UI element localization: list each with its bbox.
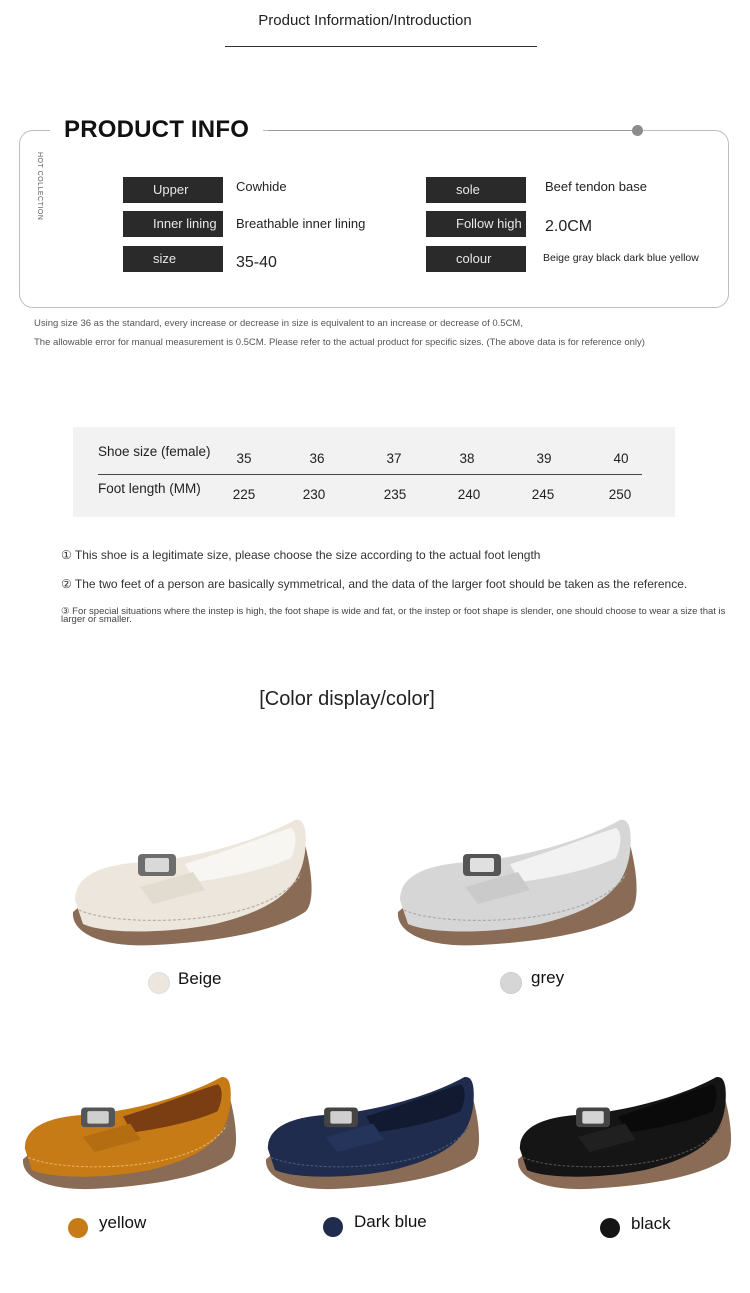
size-cell: 37 bbox=[386, 451, 402, 466]
spec-label-inner-lining: Inner lining bbox=[123, 211, 223, 237]
color-name-dark-blue: Dark blue bbox=[354, 1212, 427, 1231]
note-line-1: Using size 36 as the standard, every increase or decrease in size is equivalent to an increase or decrease of 0.5CM, bbox=[34, 318, 523, 329]
size-row-label: Shoe size (female) bbox=[98, 444, 211, 459]
tip-1: ① This shoe is a legitimate size, please choose the size according to the actual foot length bbox=[61, 548, 541, 562]
size-cell: 35 bbox=[236, 451, 252, 466]
spec-label-size: size bbox=[123, 246, 223, 272]
color-name-grey: grey bbox=[531, 968, 565, 987]
shoe-image-yellow bbox=[10, 1070, 245, 1195]
spec-label-colour: colour bbox=[426, 246, 526, 272]
length-cell: 230 bbox=[302, 487, 326, 502]
size-cell: 36 bbox=[309, 451, 325, 466]
spec-label-sole: sole bbox=[426, 177, 526, 203]
size-table bbox=[73, 427, 675, 517]
size-cell: 40 bbox=[613, 451, 629, 466]
color-swatch-yellow[interactable] bbox=[68, 1218, 88, 1238]
color-name-yellow: yellow bbox=[99, 1213, 147, 1232]
color-name-beige: Beige bbox=[178, 969, 222, 988]
shoe-image-dark-blue bbox=[253, 1070, 488, 1195]
card-title-rule bbox=[268, 130, 638, 131]
color-swatch-beige[interactable] bbox=[149, 973, 169, 993]
spec-value-inner-lining: Breathable inner lining bbox=[236, 216, 366, 231]
color-swatch-black[interactable] bbox=[600, 1218, 620, 1238]
color-swatch-grey[interactable] bbox=[501, 973, 521, 993]
header-underline bbox=[225, 46, 537, 47]
color-swatch-dark-blue[interactable] bbox=[323, 1217, 343, 1237]
size-cell: 39 bbox=[536, 451, 552, 466]
length-cell: 235 bbox=[383, 487, 407, 502]
card-rule-dot bbox=[632, 125, 643, 136]
shoe-image-beige bbox=[65, 812, 315, 952]
color-name-black: black bbox=[631, 1214, 671, 1233]
spec-label-upper: Upper bbox=[123, 177, 223, 203]
color-display-heading: [Color display/color] bbox=[259, 688, 435, 710]
spec-label-follow-high: Follow high bbox=[426, 211, 526, 237]
length-cell: 250 bbox=[608, 487, 632, 502]
spec-value-size: 35-40 bbox=[236, 254, 277, 271]
tip-3: ③ For special situations where the instep is high, the foot shape is wide and fat, or the instep or foot shape is slender, one should choose to wear a size that is larger or smaller. bbox=[61, 606, 726, 625]
length-cell: 240 bbox=[457, 487, 481, 502]
note-line-2: The allowable error for manual measurement is 0.5CM. Please refer to the actual product for specific sizes. (The above data is for reference only) bbox=[34, 337, 645, 348]
shoe-image-grey bbox=[390, 812, 640, 952]
size-table-divider bbox=[98, 474, 642, 475]
length-row-label: Foot length (MM) bbox=[98, 481, 201, 496]
tip-2: ② The two feet of a person are basically symmetrical, and the data of the larger foot should be taken as the reference. bbox=[61, 577, 688, 591]
size-cell: 38 bbox=[459, 451, 475, 466]
page-header-title: Product Information/Introduction bbox=[258, 12, 472, 29]
product-info-title: PRODUCT INFO bbox=[50, 116, 263, 144]
length-cell: 245 bbox=[531, 487, 555, 502]
spec-value-sole: Beef tendon base bbox=[545, 179, 647, 194]
hot-collection-label: HOT COLLECTION bbox=[36, 152, 43, 221]
spec-value-follow-high: 2.0CM bbox=[545, 218, 593, 235]
spec-value-colour: Beige gray black dark blue yellow bbox=[543, 252, 699, 264]
spec-value-upper: Cowhide bbox=[236, 179, 287, 194]
shoe-image-black bbox=[505, 1070, 740, 1195]
length-cell: 225 bbox=[232, 487, 256, 502]
